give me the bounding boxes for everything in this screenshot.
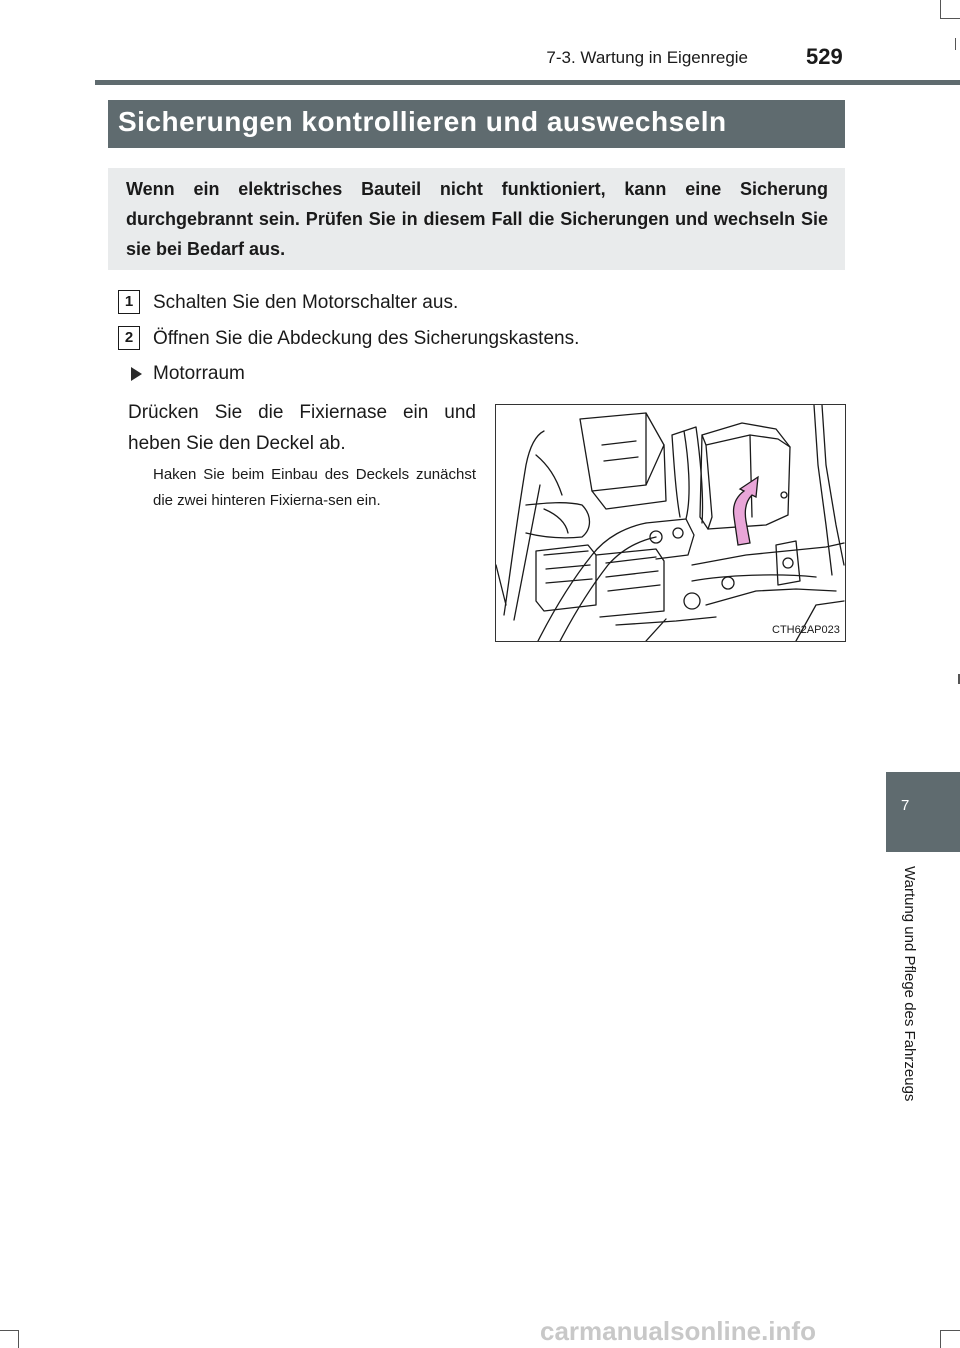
step-number-2: 2 [118, 326, 140, 350]
crop-mark [955, 38, 956, 50]
chapter-tab [886, 772, 960, 852]
header-rule [95, 80, 960, 85]
crop-mark [940, 18, 960, 19]
figure-code: CTH62AP023 [772, 624, 840, 636]
engine-bay-figure [495, 404, 846, 642]
crop-mark [940, 0, 941, 18]
intro-text: Wenn ein elektrisches Bauteil nicht funktioniert, kann eine Sicherung durchgebrannt sein. Prüfen Sie in diesem Fall die Sicherungen und wechseln Sie sie bei Bedarf aus. [126, 179, 828, 259]
page-title: Sicherungen kontrollieren und auswechseln [118, 106, 727, 137]
crop-mark [940, 1330, 960, 1331]
watermark: carmanualsonline.info [540, 1316, 816, 1346]
subsection-note: Haken Sie beim Einbau des Deckels zunächst die zwei hinteren Fixierna-sen ein. [153, 466, 476, 509]
page-number: 529 [806, 44, 843, 69]
chapter-number: 7 [901, 797, 910, 814]
subsection-body: Drücken Sie die Fixiernase ein und heben Sie den Deckel ab. [128, 402, 476, 454]
crop-mark [940, 1330, 941, 1348]
crop-mark [0, 1330, 18, 1331]
bullet-triangle-icon [131, 367, 142, 381]
chapter-label-container [894, 866, 926, 1146]
step-text-2: Öffnen Sie die Abdeckung des Sicherungskastens. [153, 328, 580, 349]
chapter-label: Wartung und Pflege des Fahrzeugs [901, 866, 918, 1102]
step-number-1: 1 [118, 290, 140, 314]
subsection-label: Motorraum [153, 363, 245, 384]
lift-arrow-icon [733, 477, 758, 545]
section-title: 7-3. Wartung in Eigenregie [546, 48, 748, 67]
fuse-box-illustration [496, 405, 845, 641]
step-text-1: Schalten Sie den Motorschalter aus. [153, 292, 459, 313]
crop-mark [18, 1330, 19, 1348]
